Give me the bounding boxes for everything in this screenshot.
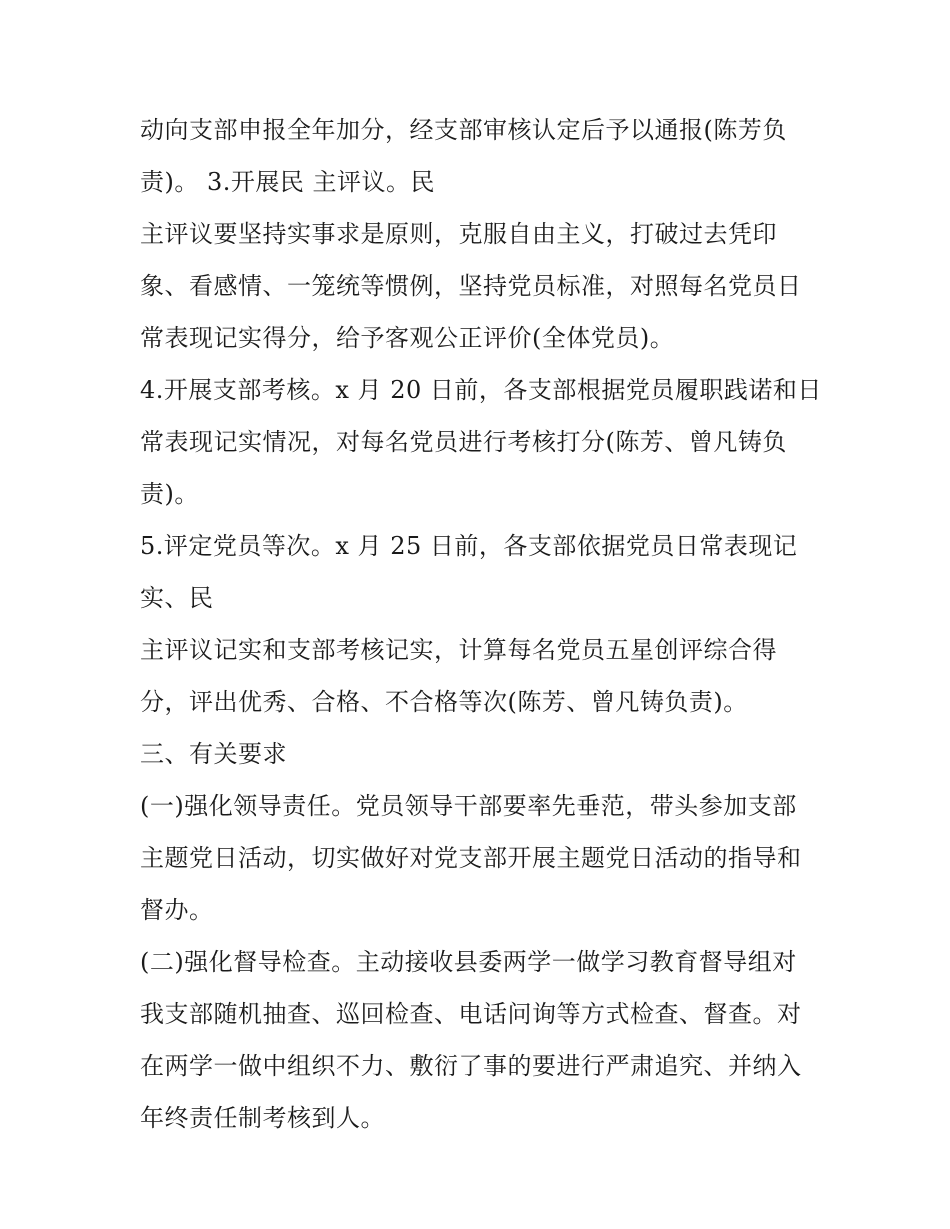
text-line: 常表现记实情况，对每名党员进行考核打分(陈芳、曾凡铸负 <box>140 428 787 456</box>
text-line: 主评议记实和支部考核记实，计算每名党员五星创评综合得 <box>140 636 777 664</box>
text-line: 象、看感情、一笼统等惯例，坚持党员标准，对照每名党员日 <box>140 272 802 300</box>
document-body <box>140 104 830 1144</box>
text-line: (二)强化督导检查。主动接收县委两学一做学习教育督导组对 <box>140 948 797 976</box>
text-line: 在两学一做中组织不力、敷衍了事的要进行严肃追究、并纳入 <box>140 1052 802 1080</box>
text-line: 督办。 <box>140 896 214 924</box>
text-line: (一)强化领导责任。党员领导干部要率先垂范，带头参加支部 <box>140 792 797 820</box>
text-line: 主题党日活动，切实做好对党支部开展主题党日活动的指导和 <box>140 844 802 872</box>
text-line: 常表现记实得分，给予客观公正评价(全体党员)。 <box>140 324 675 352</box>
text-line: 动向支部申报全年加分，经支部审核认定后予以通报(陈芳负 <box>140 116 787 144</box>
text-line: 实、民 <box>140 584 214 612</box>
section-heading: 三、有关要求 <box>140 740 287 768</box>
text-line: 主评议要坚持实事求是原则，克服自由主义，打破过去凭印 <box>140 220 777 248</box>
text-line: 年终责任制考核到人。 <box>140 1104 385 1132</box>
text-line: 分，评出优秀、合格、不合格等次(陈芳、曾凡铸负责)。 <box>140 688 748 716</box>
text-line: 5.评定党员等次。x 月 25 日前，各支部依据党员日常表现记 <box>140 532 798 560</box>
text-line: 我支部随机抽查、巡回检查、电话问询等方式检查、督查。对 <box>140 1000 802 1028</box>
text-line: 4.开展支部考核。x 月 20 日前，各支部根据党员履职践诺和日 <box>140 376 822 404</box>
text-line: 责)。 3.开展民 主评议。民 <box>140 168 436 196</box>
text-line: 责)。 <box>140 480 199 508</box>
